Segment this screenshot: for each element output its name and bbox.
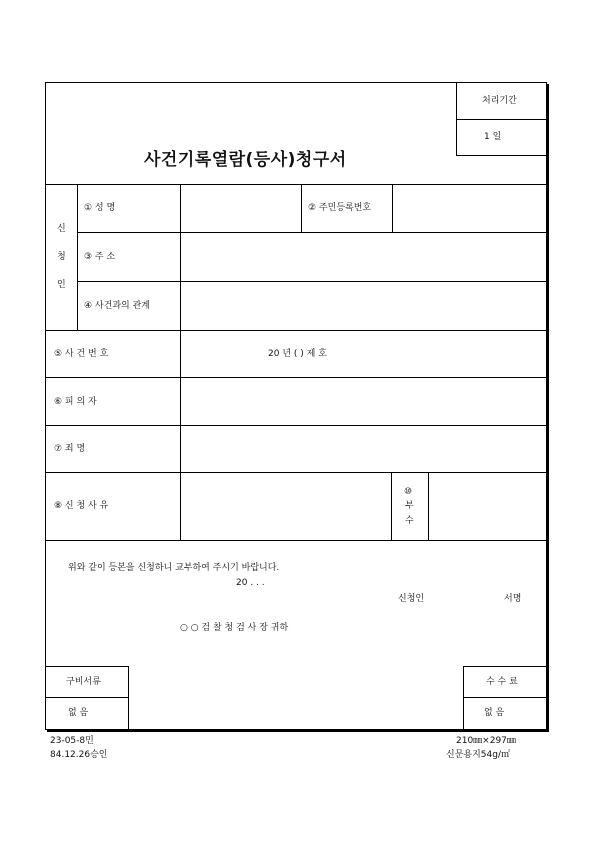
form-frame (45, 82, 547, 730)
date-line: 20 . . . (236, 578, 265, 588)
documents-box-mid (46, 697, 128, 698)
reason-label: ⑧ 신 청 사 유 (54, 501, 109, 511)
form-number: 23-05-8민 (50, 736, 94, 746)
resident-no-label: ② 주민등록번호 (308, 203, 372, 213)
rule-caseno-bottom (46, 377, 546, 378)
documents-label: 구비서류 (66, 677, 101, 687)
rule-resident-left (301, 184, 302, 232)
rule-applicant-bottom (46, 330, 546, 331)
documents-box-top (46, 666, 128, 667)
period-box-mid (456, 119, 546, 120)
fee-box-mid (463, 697, 546, 698)
rule-name-bottom (77, 232, 546, 233)
addressee: ○ ○ 검 찰 청 검 사 장 귀하 (180, 623, 289, 633)
fee-value: 없 음 (484, 708, 505, 718)
address-label: ③ 주 소 (84, 252, 116, 262)
applicant-line: 신청인 (398, 594, 425, 604)
signature-label: 서명 (504, 594, 522, 604)
processing-period-value: 1 일 (484, 132, 502, 142)
applicant-char-1: 신 (57, 224, 66, 234)
rule-copies-left (391, 472, 392, 540)
rule-header-bottom (46, 184, 546, 185)
suspect-label: ⑥ 피 의 자 (54, 397, 97, 407)
case-no-template: 20 년 ( ) 제 호 (268, 349, 327, 359)
copies-number: ⑩ (404, 487, 413, 497)
rule-address-bottom (77, 281, 546, 282)
fee-label: 수 수 료 (486, 677, 518, 687)
rule-label-column (180, 184, 181, 540)
copies-char-2: 수 (405, 516, 414, 526)
rule-crime-bottom (46, 472, 546, 473)
rule-suspect-bottom (46, 425, 546, 426)
rule-copies-right (428, 472, 429, 540)
relation-label: ④ 사건과의 관계 (84, 301, 150, 311)
processing-period-label: 처리기간 (482, 96, 517, 106)
name-label: ① 성 명 (84, 203, 116, 213)
applicant-char-2: 청 (57, 252, 66, 262)
crime-label: ⑦ 죄 명 (54, 444, 86, 454)
paper-spec: 신문용지54g/㎡ (446, 750, 510, 760)
period-box-bottom (456, 155, 546, 156)
copies-char-1: 부 (405, 501, 414, 511)
form-title: 사건기록열람(등사)청구서 (144, 150, 347, 170)
case-no-label: ⑤ 사 건 번 호 (54, 349, 109, 359)
statement-text: 위와 같이 등본을 신청하니 교부하여 주시기 바랍니다. (68, 563, 280, 573)
approval-date: 84.12.26승인 (50, 750, 108, 760)
applicant-char-3: 인 (57, 280, 66, 290)
rule-resident-right (392, 184, 393, 232)
paper-size: 210㎜×297㎜ (456, 736, 516, 746)
documents-value: 없 음 (68, 708, 89, 718)
rule-applicant-group (77, 184, 78, 330)
rule-reason-bottom (46, 540, 546, 541)
fee-box-top (463, 666, 546, 667)
documents-box-right (128, 666, 129, 729)
